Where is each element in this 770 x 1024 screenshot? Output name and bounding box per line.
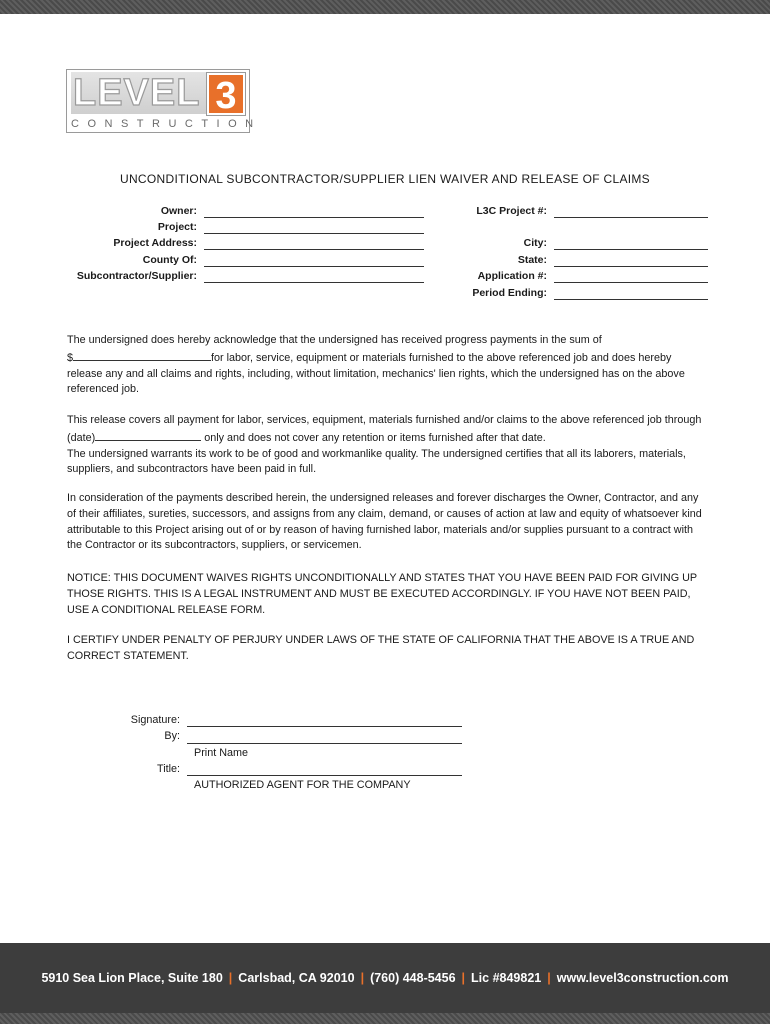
by-label: By:	[164, 730, 180, 742]
l3c-project-field[interactable]	[554, 217, 708, 218]
footer-separator: |	[461, 971, 466, 985]
release-text-end: only and does not cover any retention or items furnished after that date.	[201, 431, 546, 444]
document-title: UNCONDITIONAL SUBCONTRACTOR/SUPPLIER LIEN WAIVER AND RELEASE OF CLAIMS	[120, 172, 650, 186]
state-label: State:	[517, 254, 547, 266]
period-ending-label: Period Ending:	[472, 287, 547, 299]
title-label: Title:	[157, 763, 180, 775]
signature-field[interactable]	[187, 726, 462, 727]
logo-word: LEVEL	[73, 72, 201, 114]
footer-website: www.level3construction.com	[556, 971, 729, 985]
application-field[interactable]	[554, 282, 708, 283]
footer-bar	[0, 943, 770, 1013]
project-address-field[interactable]	[204, 249, 424, 250]
project-address-label: Project Address:	[113, 237, 197, 249]
county-label: County Of:	[142, 254, 197, 266]
period-ending-field[interactable]	[554, 299, 708, 300]
paragraph-payment	[67, 333, 707, 398]
bottom-decorative-band	[0, 1013, 770, 1024]
company-logo	[66, 69, 262, 133]
signature-label: Signature:	[130, 714, 180, 726]
payment-text-end: for labor, service, equipment or materials furnished to the above referenced job and does hereby release any and all claims and rights, including, without limitation, mechanics' lien rights, which the undersigned has on the above referenced job.	[67, 351, 685, 396]
owner-label: Owner:	[160, 205, 197, 217]
logo-subtitle: CONSTRUCTION	[71, 118, 262, 130]
warranty-text: The undersigned warrants its work to be of good and workmanlike quality. The undersigned certifies that all its laborers, materials, suppliers, and subcontractors have been paid in full.	[67, 447, 686, 476]
footer-separator: |	[360, 971, 365, 985]
by-field[interactable]	[187, 743, 462, 744]
certify-text: I CERTIFY UNDER PENALTY OF PERJURY UNDER LAWS OF THE STATE OF CALIFORNIA THAT THE ABOVE IS A TRUE AND CORRECT STATEMENT.	[67, 634, 695, 662]
top-decorative-band	[0, 0, 770, 14]
footer-city: Carlsbad, CA 92010	[238, 971, 355, 985]
paragraph-consideration	[67, 491, 707, 554]
footer-license: Lic #849821	[471, 971, 542, 985]
project-field[interactable]	[204, 233, 424, 234]
notice-text: NOTICE: THIS DOCUMENT WAIVES RIGHTS UNCONDITIONALLY AND STATES THAT YOU HAVE BEEN PAID FOR GIVING UP THOSE RIGHTS. THIS IS A LEGAL INSTRUMENT AND MUST BE EXECUTED ACCORDINGLY. IF YOU HAVE NOT BEEN PAID, USE A CONDITIONAL RELEASE FORM.	[67, 572, 697, 616]
subcontractor-label: Subcontractor/Supplier:	[76, 270, 197, 282]
footer-contact	[0, 970, 770, 986]
l3c-project-label: L3C Project #:	[476, 205, 547, 217]
footer-phone: (760) 448-5456	[370, 971, 456, 985]
print-name-caption: Print Name	[194, 747, 249, 759]
county-field[interactable]	[204, 266, 424, 267]
city-label: City:	[523, 237, 547, 249]
title-field[interactable]	[187, 775, 462, 776]
payment-text-start: The undersigned does hereby acknowledge that the undersigned has received progress payments in the sum of	[67, 334, 602, 346]
paragraph-notice	[67, 571, 707, 618]
owner-field[interactable]	[204, 217, 424, 218]
subcontractor-field[interactable]	[204, 282, 424, 283]
footer-separator: |	[228, 971, 233, 985]
footer-separator: |	[547, 971, 551, 985]
paragraph-release-coverage	[67, 413, 707, 478]
payment-amount-field[interactable]	[73, 349, 211, 361]
logo-number: 3	[207, 73, 245, 115]
city-field[interactable]	[554, 249, 708, 250]
paragraph-certify	[67, 633, 707, 665]
consideration-text: In consideration of the payments described herein, the undersigned releases and forever discharges the Owner, Contractor, and any of their affiliates, sureties, successors, and assigns from any claim, demand, or causes of action at law and equity of whatsoever kind attributable to this Project arising out of or by reason of having furnished labor, materials and/or supplies pursuant to a contract with the Contractor or its subcontractors, suppliers, or servicemen.	[67, 492, 702, 552]
through-date-field[interactable]	[95, 429, 201, 441]
dollar-sign: $	[67, 351, 74, 364]
authorized-agent-caption: AUTHORIZED AGENT FOR THE COMPANY	[194, 779, 411, 791]
state-field[interactable]	[554, 266, 708, 267]
application-label: Application #:	[477, 270, 547, 282]
release-text-start: This release covers all payment for labor, services, equipment, materials furnished and/or claims to the above referenced job through (date)	[67, 414, 702, 444]
footer-address: 5910 Sea Lion Place, Suite 180	[41, 971, 223, 985]
project-label: Project:	[157, 221, 197, 233]
